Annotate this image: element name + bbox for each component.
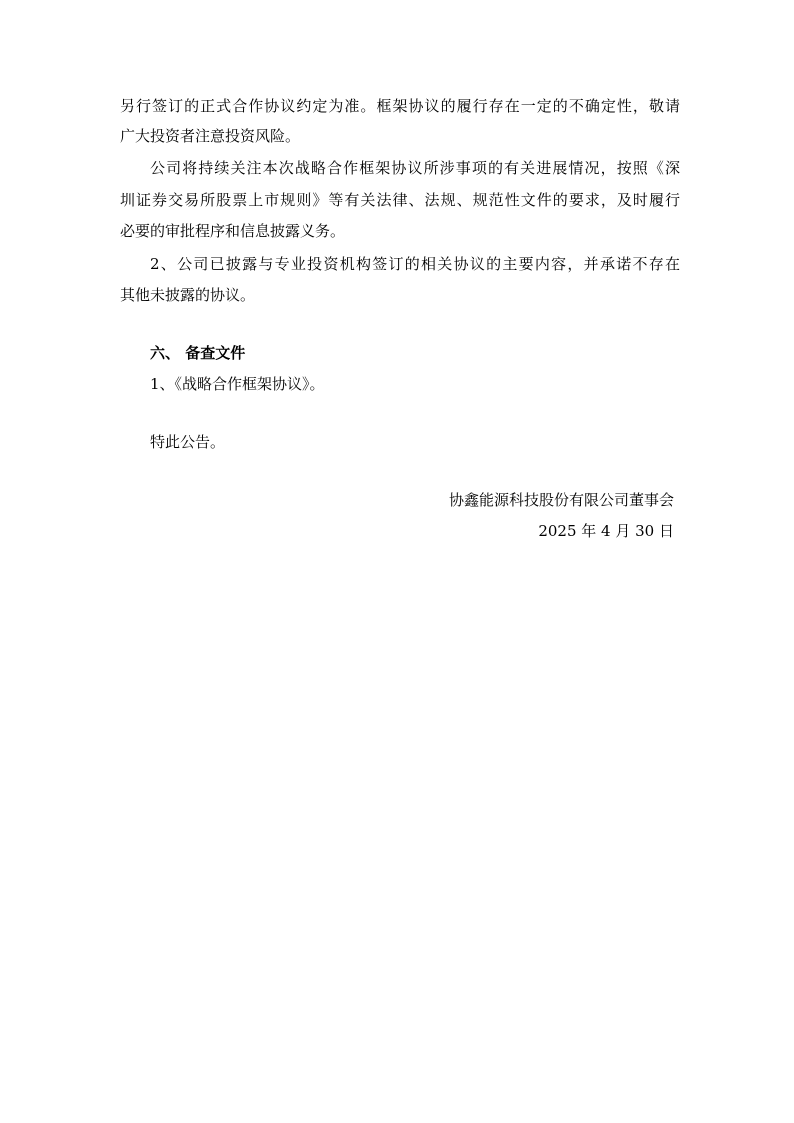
paragraph-1-line-2: 广大投资者注意投资风险。 <box>120 127 301 145</box>
paragraph-2-line-2: 圳证券交易所股票上市规则》等有关法律、法规、规范性文件的要求，及时履行 <box>120 191 680 209</box>
paragraph-2-line-1: 公司将持续关注本次战略合作框架协议所涉事项的有关进展情况，按照《深 <box>150 159 680 177</box>
announcement-date: 2025 年 4 月 30 日 <box>538 522 674 540</box>
paragraph-1-line-1: 另行签订的正式合作协议约定为准。框架协议的履行存在一定的不确定性，敬请 <box>120 97 680 115</box>
signatory-company: 协鑫能源科技股份有限公司董事会 <box>448 491 674 509</box>
paragraph-3-line-2: 其他未披露的协议。 <box>120 286 256 304</box>
attachment-item-1: 1、《战略合作框架协议》。 <box>150 375 325 393</box>
section-heading-attachments: 六、 备查文件 <box>150 344 246 362</box>
paragraph-3-line-1: 2、公司已披露与专业投资机构签订的相关协议的主要内容，并承诺不存在 <box>150 255 680 273</box>
paragraph-2-line-3: 必要的审批程序和信息披露义务。 <box>120 222 346 240</box>
closing-notice: 特此公告。 <box>150 433 226 451</box>
